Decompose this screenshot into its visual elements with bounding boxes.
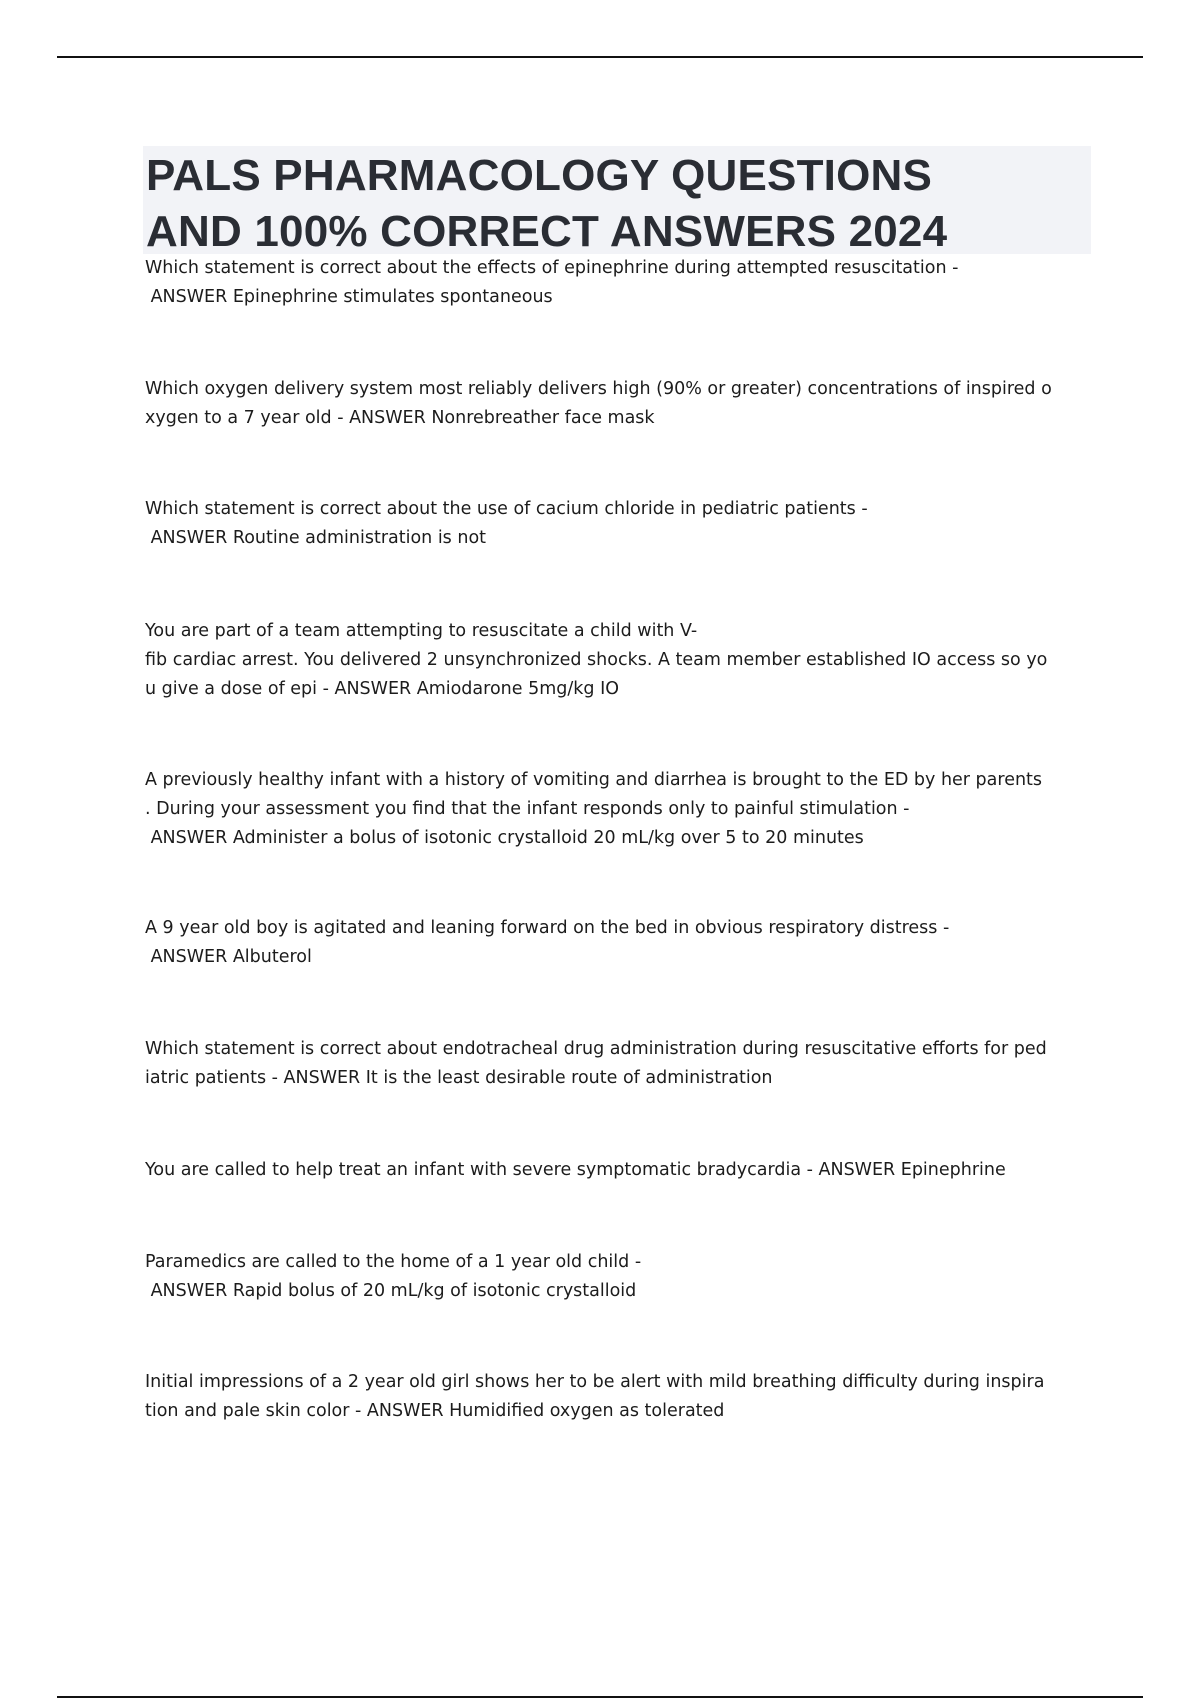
qa-item-7: Which statement is correct about endotracheal drug administration during resuscitative efforts for ped iatric patients - ANSWER It is the least desirable route of administration (145, 1039, 1047, 1088)
qa-item-6: A 9 year old boy is agitated and leaning forward on the bed in obvious respiratory distress - ANSWER Albuterol (145, 918, 950, 967)
title-line-1: PALS PHARMACOLOGY QUESTIONS (146, 151, 933, 200)
qa-item-5: A previously healthy infant with a history of vomiting and diarrhea is brought to the ED by her parents . During your assessment you find that the infant responds only to painful stimulation - ANSWER Administer a bolus of isotonic crystalloid 20 mL/kg over 5 to 20 minutes (145, 770, 1043, 848)
qa-item-3: Which statement is correct about the use of cacium chloride in pediatric patients - ANSWER Routine administration is not (145, 499, 868, 548)
top-rule (57, 56, 1143, 58)
qa-item-10: Initial impressions of a 2 year old girl shows her to be alert with mild breathing difficulty during inspira tion and pale skin color - ANSWER Humidified oxygen as tolerated (145, 1372, 1045, 1421)
qa-item-2: Which oxygen delivery system most reliably delivers high (90% or greater) concentrations of inspired o xygen to a 7 year old - ANSWER Nonrebreather face mask (145, 379, 1052, 428)
qa-item-8: You are called to help treat an infant with severe symptomatic bradycardia - ANSWER Epinephrine (145, 1160, 1006, 1180)
document-title (146, 148, 1086, 260)
qa-item-1: Which statement is correct about the effects of epinephrine during attempted resuscitation - ANSWER Epinephrine stimulates spontaneous (145, 258, 959, 307)
qa-item-9: Paramedics are called to the home of a 1 year old child - ANSWER Rapid bolus of 20 mL/kg of isotonic crystalloid (145, 1252, 642, 1301)
qa-item-4: You are part of a team attempting to resuscitate a child with V- fib cardiac arrest. You delivered 2 unsynchronized shocks. A team member established IO access so yo u give a dose of epi - ANSWER Amiodarone 5mg/kg IO (145, 621, 1048, 699)
bottom-rule (57, 1696, 1143, 1698)
title-line-2: AND 100% CORRECT ANSWERS 2024 (146, 207, 948, 256)
